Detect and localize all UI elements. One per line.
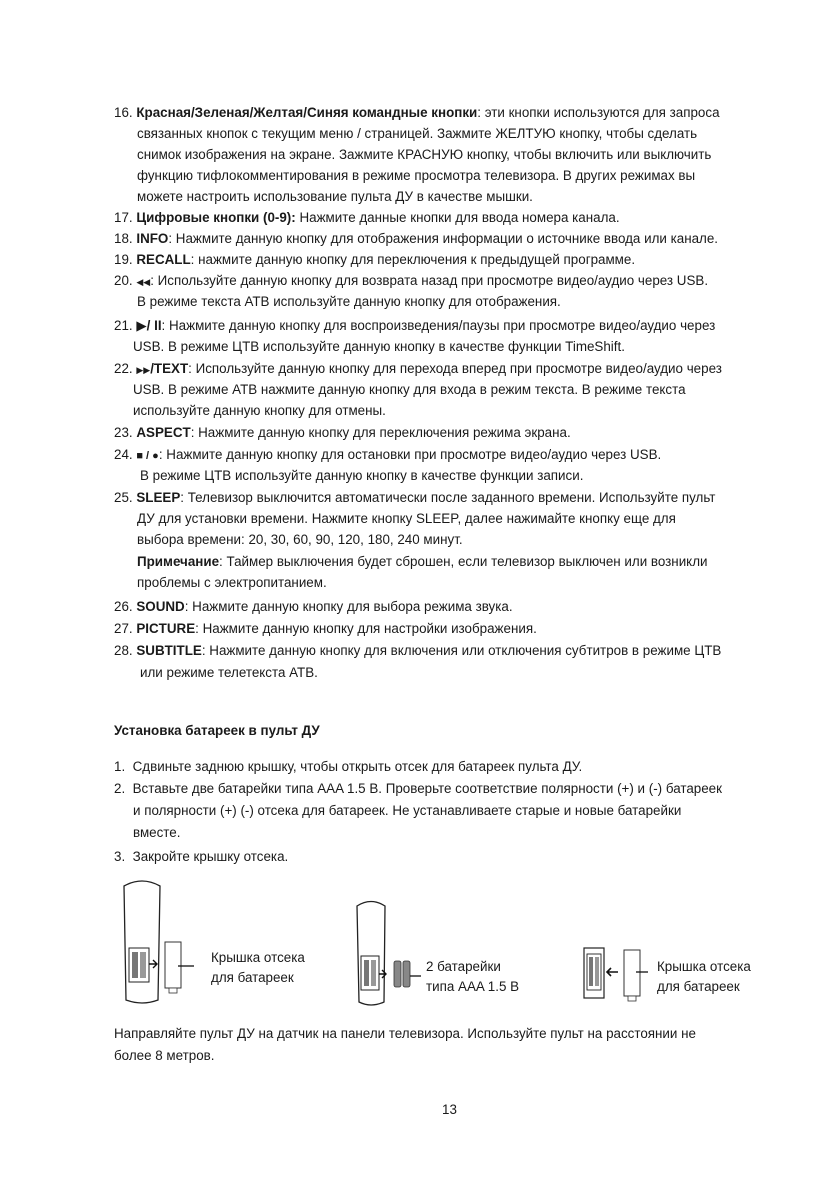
footer-line-1: Направляйте пульт ДУ на датчик на панели телевизора. Используйте пульт на расстоянии не xyxy=(114,1026,696,1041)
figure-1-caption-line-1: Крышка отсека xyxy=(211,950,305,965)
item-19: 19. RECALL: нажмите данную кнопку для переключения к предыдущей программе. xyxy=(114,252,636,267)
remote-cover-close-figure xyxy=(580,944,650,1004)
figure-3-caption-line-2: для батареек xyxy=(657,979,740,994)
battery-step-2-line-3: вместе. xyxy=(133,825,181,840)
rewind-icon: ◀◀ xyxy=(136,277,151,287)
figure-3-caption-line-1: Крышка отсека xyxy=(657,959,751,974)
item-22-line-2: USB. В режиме АТВ нажмите данную кнопку для входа в режим текста. В режиме текста xyxy=(133,382,686,397)
item-16-line-1: 16. Красная/Зеленая/Желтая/Синяя командные кнопки: эти кнопки используются для запроса xyxy=(114,105,720,120)
item-25-line-3: выбора времени: 20, 30, 60, 90, 120, 180, 240 минут. xyxy=(137,532,463,547)
item-21-line-2: USB. В режиме ЦТВ используйте данную кнопку в качестве функции TimeShift. xyxy=(133,339,625,354)
item-25-line-1: 25. SLEEP: Телевизор выключится автоматически после заданного времени. Используйте пульт xyxy=(114,490,716,505)
item-25-note-line-2: проблемы с электропитанием. xyxy=(137,575,327,590)
battery-step-3: 3. Закройте крышку отсека. xyxy=(114,849,289,864)
battery-step-1: 1. Сдвиньте заднюю крышку, чтобы открыть отсек для батареек пульта ДУ. xyxy=(114,759,583,774)
item-17: 17. Цифровые кнопки (0-9): Нажмите данные кнопки для ввода номера канала. xyxy=(114,210,620,225)
item-20-line-1: 20. ◀◀: Используйте данную кнопку для возврата назад при просмотре видео/аудио через USB. xyxy=(114,272,708,291)
item-21-line-1: 21. ▶/ II: Нажмите данную кнопку для воспроизведения/паузы при просмотре видео/аудио через xyxy=(114,318,716,333)
item-25-note-line-1: Примечание: Таймер выключения будет сброшен, если телевизор выключен или возникли xyxy=(137,554,708,569)
item-23: 23. ASPECT: Нажмите данную кнопку для переключения режима экрана. xyxy=(114,425,571,440)
remote-cover-open-figure xyxy=(118,880,198,1005)
item-16-line-5: можете настроить использование пульта ДУ в качестве мышки. xyxy=(137,189,533,204)
play-pause-icon: ▶/ II xyxy=(136,318,162,333)
item-25-line-2: ДУ для установки времени. Нажмите кнопку SLEEP, далее нажимайте кнопку еще для xyxy=(137,511,676,526)
battery-heading: Установка батареек в пульт ДУ xyxy=(114,723,320,738)
item-22-line-3: используйте данную кнопку для отмены. xyxy=(133,403,386,418)
item-18: 18. INFO: Нажмите данную кнопку для отображения информации о источнике ввода или канале. xyxy=(114,231,719,246)
item-22-line-1: 22. ▶▶/TEXT: Используйте данную кнопку для перехода вперед при просмотре видео/аудио через xyxy=(114,360,722,379)
item-16-line-4: функцию тифлокомментирования в режиме просмотра телевизора. В других режимах вы xyxy=(137,168,696,183)
item-16-line-2: связанных кнопок с текущим меню / страницей. Зажмите ЖЕЛТУЮ кнопку, чтобы сделать xyxy=(137,126,698,141)
item-26: 26. SOUND: Нажмите данную кнопку для выбора режима звука. xyxy=(114,599,513,614)
figure-1-caption-line-2: для батареек xyxy=(211,970,294,985)
battery-step-2-line-1: 2. Вставьте две батарейки типа AAA 1.5 В. Проверьте соответствие полярности (+) и (-) батареек xyxy=(114,781,722,796)
fast-forward-icon: ▶▶ xyxy=(136,365,151,375)
item-20-line-2: В режиме текста АТВ используйте данную кнопку для отображения. xyxy=(137,294,561,309)
battery-step-2-line-2: и полярности (+) (-) отсека для батареек. Не устанавливаете старые и новые батарейки xyxy=(133,803,682,818)
figure-2-caption-line-2: типа AAA 1.5 В xyxy=(426,979,520,994)
item-24-line-1: 24. ■ / ●: Нажмите данную кнопку для остановки при просмотре видео/аудио через USB. xyxy=(114,446,661,465)
stop-record-icon: ■ / ● xyxy=(136,450,159,462)
item-28-line-2: или режиме телетекста АТВ. xyxy=(140,665,318,680)
page-number: 13 xyxy=(442,1102,457,1117)
item-24-line-2: В режиме ЦТВ используйте данную кнопку в качестве функции записи. xyxy=(140,468,584,483)
figure-2-caption-line-1: 2 батарейки xyxy=(426,959,501,974)
remote-batteries-figure xyxy=(353,900,423,1008)
item-27: 27. PICTURE: Нажмите данную кнопку для настройки изображения. xyxy=(114,621,537,636)
item-16-line-3: снимок изображения на экране. Зажмите КРАСНУЮ кнопку, чтобы включить или выключить xyxy=(137,147,712,162)
item-28-line-1: 28. SUBTITLE: Нажмите данную кнопку для включения или отключения субтитров в режиме ЦТВ xyxy=(114,643,722,658)
footer-line-2: более 8 метров. xyxy=(114,1048,215,1063)
